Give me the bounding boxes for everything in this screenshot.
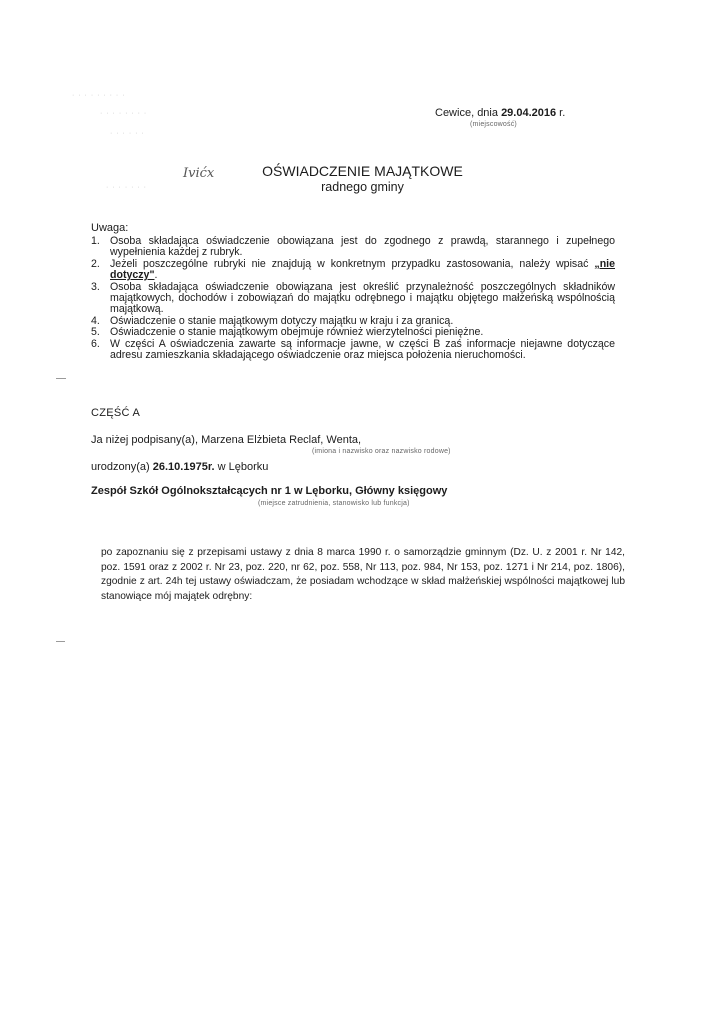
note-text: Jeżeli poszczególne rubryki nie znajdują w konkretnym przypadku zastosowania, należy wpisać — [110, 257, 595, 270]
note-item: 1. Osoba składająca oświadczenie obowiązana jest do zgodnego z prawdą, starannego i zupełnego wypełnienia każdej z rubryk. — [91, 235, 615, 259]
document-subtitle: radnego gminy — [321, 180, 404, 194]
notes-list — [91, 236, 615, 361]
signer-prefix: Ja niżej podpisany(a), — [91, 434, 199, 446]
scan-mark — [56, 378, 66, 379]
declaration-date: 29.04.2016 — [501, 107, 557, 119]
place-date-line — [435, 107, 565, 119]
place-name: Cewice — [435, 107, 472, 119]
note-text: Oświadczenie o stanie majątkowym obejmuje również wierzytelności pieniężne. — [110, 326, 484, 339]
birth-date: 26.10.1975r. — [152, 461, 215, 473]
note-text: Osoba składająca oświadczenie obowiązana jest określić przynależność poszczególnych składników majątkowych, dochodów i zobowiązań do majątku odrębnego i majątku objętego małżeńską wspólnością majątkową. — [110, 280, 615, 316]
faint-stamp-line-3: · · · · · · — [110, 130, 145, 137]
faint-stamp-line-1: · · · · · · · · · — [72, 92, 126, 99]
note-item: 6. W części A oświadczenia zawarte są informacje jawne, w części B zaś informacje niejawne dotyczące adresu zamieszkania składającego oświadczenie oraz miejsca położenia nieruchomości. — [91, 337, 615, 362]
employer-caption: (miejsce zatrudnienia, stanowisko lub funkcja) — [258, 500, 410, 507]
signer-line — [91, 434, 361, 446]
note-item: 5. Oświadczenie o stanie majątkowym obejmuje również wierzytelności pieniężne. — [91, 326, 484, 339]
declaration-paragraph: po zapoznaniu się z przepisami ustawy z dnia 8 marca 1990 r. o samorządzie gminnym (Dz. U. z 2001 r. Nr 142, poz. 1591 oraz z 2002 r. Nr 23, poz. 220, nr 62, poz. 558, Nr 113, poz. 984, Nr 153, poz. 1271 i Nr 214, poz. 1806), zgodnie z art. 24h tej ustawy oświadczam, że posiadam wchodzące w skład małżeńskiej wspólności majątkowej lub stanowiące mój majątek odrębny: — [101, 547, 625, 602]
note-item: 4. Oświadczenie o stanie majątkowym dotyczy majątku w kraju i za granicą. — [91, 314, 454, 327]
born-prefix: urodzony(a) — [91, 461, 150, 473]
note-item: 3. Osoba składająca oświadczenie obowiązana jest określić przynależność poszczególnych składników majątkowych, dochodów i zobowiązań do majątku odrębnego i majątku objętego małżeńską wspólnością majątkową. — [91, 280, 615, 316]
date-suffix: r. — [556, 107, 566, 119]
employer-line: Zespół Szkół Ogólnokształcących nr 1 w Lęborku, Główny księgowy — [91, 485, 448, 497]
date-prefix: , dnia — [471, 107, 498, 119]
document-title: OŚWIADCZENIE MAJĄTKOWE — [262, 163, 463, 179]
section-a-heading: CZĘŚĆ A — [91, 407, 141, 419]
birth-line — [91, 461, 268, 473]
note-item: 2. Jeżeli poszczególne rubryki nie znajdują w konkretnym przypadku zastosowania, należy wpisać „nie dotyczy". — [91, 257, 615, 282]
note-text: W części A oświadczenia zawarte są informacje jawne, w części B zaś informacje niejawne dotyczące adresu zamieszkania składającego oświadczenie oraz miejsca położenia nieruchomości. — [110, 337, 615, 362]
faint-stamp-line-2: · · · · · · · · — [100, 110, 148, 117]
notes-label: Uwaga: — [91, 222, 129, 234]
faint-stamp-line-4: · · · · · · · — [106, 184, 147, 191]
note-text: Oświadczenie o stanie majątkowym dotyczy majątku w kraju i za granicą. — [110, 314, 454, 327]
signer-name: Marzena Elżbieta Reclaf, Wenta, — [201, 434, 362, 446]
scan-mark — [56, 641, 65, 642]
handwritten-mark: Ivićx — [183, 166, 215, 181]
birth-place: w Lęborku — [217, 461, 269, 473]
note-text: Osoba składająca oświadczenie obowiązana jest do zgodnego z prawdą, starannego i zupełnego wypełnienia każdej z rubryk. — [110, 235, 615, 259]
not-applicable-phrase: „nie dotyczy" — [110, 257, 615, 282]
place-caption: (miejscowość) — [470, 121, 517, 128]
signer-caption: (imiona i nazwisko oraz nazwisko rodowe) — [312, 448, 451, 455]
